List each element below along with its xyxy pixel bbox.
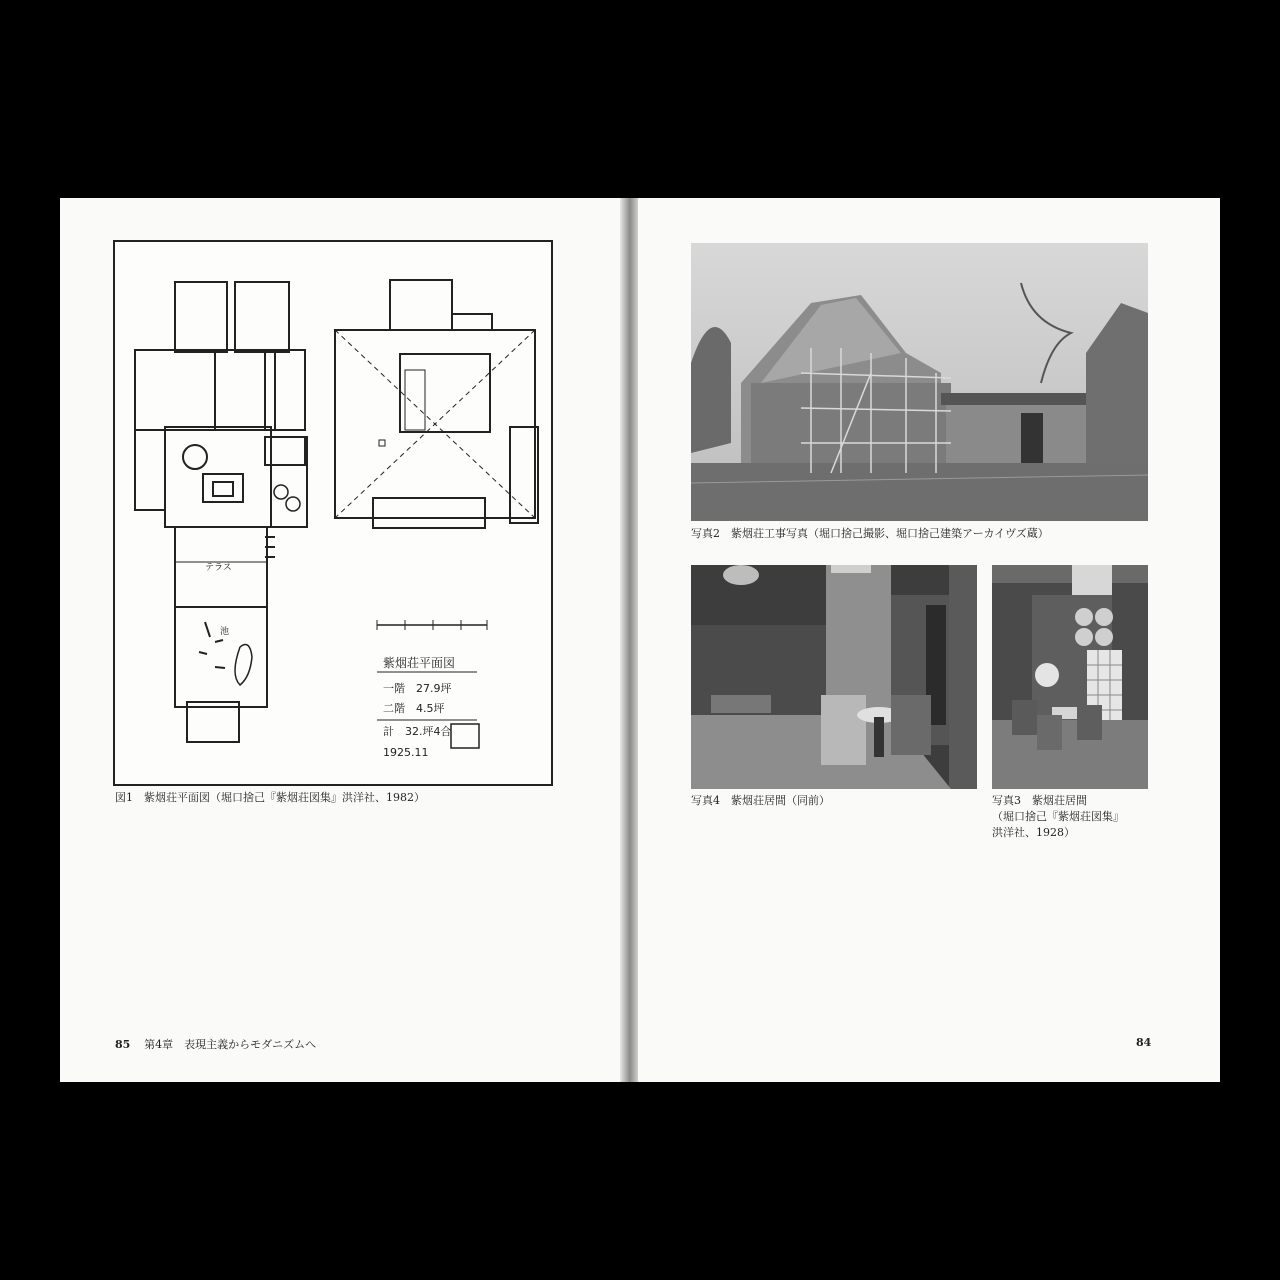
left-footer: [115, 1036, 316, 1052]
drawing-date: 1925.11: [383, 746, 429, 759]
drawing-floor2-area: 二階 4.5坪: [383, 702, 445, 715]
left-page-number: 85: [115, 1038, 131, 1051]
drawing-title: 紫烟荘平面図: [383, 656, 456, 670]
photo2-caption: 写真2 紫烟荘工事写真（堀口捨己撮影、堀口捨己建築アーカイヴズ蔵）: [691, 527, 1049, 540]
drawing-floor1-area: 一階 27.9坪: [383, 682, 452, 695]
book-gutter: [620, 198, 638, 1082]
drawing-total-area: 計 32.坪4合: [383, 725, 452, 738]
figure1-floor-plan: [113, 240, 553, 786]
photo4-image: [691, 565, 977, 789]
photo3-living-room: [992, 565, 1148, 789]
photo3-caption-line2: （堀口捨己『紫烟荘図集』: [992, 810, 1124, 823]
photo2-construction: [691, 243, 1148, 521]
right-page: [638, 198, 1220, 1082]
drawing-terrace-label: テラス: [205, 563, 232, 573]
photo4-caption: 写真4 紫烟荘居間（同前）: [691, 794, 830, 807]
photo4-living-room: [691, 565, 977, 789]
chapter-title: 第4章 表現主義からモダニズムへ: [144, 1038, 317, 1051]
left-page: [60, 198, 620, 1082]
photo3-image: [992, 565, 1148, 789]
drawing-pond-label: 池: [220, 627, 230, 637]
photo2-image: [691, 243, 1148, 521]
right-page-number: 84: [1136, 1036, 1152, 1049]
figure1-caption: 図1 紫烟荘平面図（堀口捨己『紫烟荘図集』洪洋社、1982）: [115, 791, 425, 804]
photo3-caption: [992, 793, 1124, 841]
photo3-caption-line1: 写真3 紫烟荘居間: [992, 794, 1087, 807]
photo3-caption-line3: 洪洋社、1928）: [992, 826, 1075, 839]
floor-plan-drawing: [115, 242, 551, 784]
